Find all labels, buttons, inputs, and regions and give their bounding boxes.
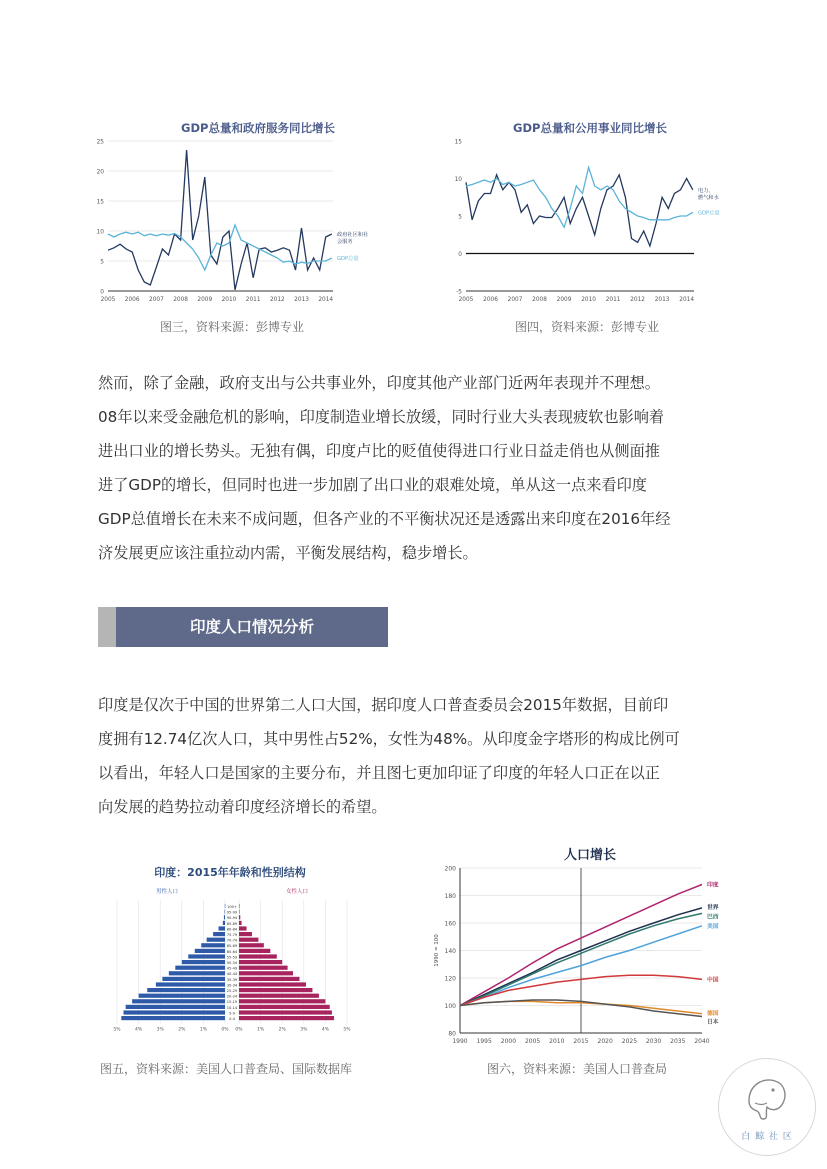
figure4-title: GDP总量和公用事业同比增长	[513, 121, 667, 135]
female-bar	[239, 921, 242, 925]
age-group-label: 100+	[227, 905, 237, 909]
x-tick-label: 1%	[199, 1027, 207, 1033]
male-bar	[169, 971, 225, 975]
x-tick-label: 2035	[670, 1038, 686, 1045]
male-bar	[195, 949, 225, 953]
age-group-label: 20-24	[226, 994, 238, 999]
female-bar	[239, 943, 264, 947]
female-bar	[239, 966, 288, 970]
male-bar	[175, 966, 225, 970]
x-tick-label: 4%	[321, 1027, 329, 1033]
paragraph-line: GDP总值增长在未来不成问题，但各产业的不平衡状况还是透露出来印度在2016年经	[98, 510, 671, 528]
age-group-label: 90-94	[226, 916, 238, 921]
age-group-label: 45-49	[226, 966, 238, 971]
x-tick-label: 2006	[483, 297, 498, 303]
x-tick-label: 2007	[507, 297, 523, 303]
age-group-label: 30-34	[226, 983, 238, 988]
age-group-label: 75-79	[226, 933, 238, 937]
x-tick-label: 2009	[197, 297, 213, 303]
series-label: GDP总量	[337, 256, 359, 262]
x-tick-label: 1%	[257, 1027, 265, 1033]
age-group-label: 15-19	[226, 1000, 238, 1005]
male-bar	[182, 960, 225, 964]
male-bar	[207, 938, 225, 942]
male-bar	[225, 904, 226, 908]
female-bar	[239, 954, 277, 958]
x-tick-label: 2008	[173, 297, 188, 303]
age-group-label: 55-59	[226, 955, 238, 960]
x-tick-label: 2011	[245, 297, 261, 303]
age-group-label: 70-74	[226, 938, 238, 943]
x-tick-label: 2009	[556, 297, 572, 303]
x-tick-label: 2014	[679, 297, 695, 303]
x-tick-label: 2008	[532, 297, 547, 303]
x-tick-label: 2015	[573, 1038, 589, 1045]
figure3-chart	[90, 135, 370, 310]
y-tick-label: 0	[458, 252, 462, 258]
y-axis-label: 1990 = 100	[434, 934, 440, 967]
female-bar	[239, 932, 252, 936]
paragraph-line: 然而，除了金融，政府支出与公共事业外，印度其他产业部门近两年表现并不理想。	[98, 374, 660, 392]
series-label: 中国	[707, 977, 719, 984]
figure3-caption: 图三，资料来源：彭博专业	[160, 320, 305, 334]
age-group-label: 10-14	[226, 1005, 238, 1010]
paragraph-line: 进了GDP的增长，但同时也进一步加剧了出口业的艰难处境，单从这一点来看印度	[98, 476, 647, 494]
paragraph-line: 度拥有12.74亿次人口，其中男性占52%，女性为48%。从印度金字塔形的构成比例可	[98, 730, 680, 748]
y-tick-label: 120	[444, 975, 456, 983]
x-tick-label: 2005	[524, 1038, 541, 1045]
y-tick-label: 15	[454, 139, 462, 146]
age-group-label: 40-44	[226, 972, 238, 977]
y-tick-label: 100	[444, 1003, 456, 1010]
series-label: 美国	[707, 923, 719, 930]
section-header	[98, 607, 388, 647]
age-group-label: 35-39	[226, 977, 238, 982]
series-label: 印度	[707, 882, 719, 889]
watermark-text: 白 鲸 社 区	[741, 1132, 793, 1142]
y-tick-label: 5	[100, 259, 104, 266]
x-tick-label: 4%	[135, 1027, 143, 1033]
male-bar	[188, 954, 225, 958]
male-bar	[201, 943, 225, 947]
female-bar	[239, 982, 306, 986]
female-bar	[239, 926, 247, 930]
series-label: 巴西	[707, 914, 719, 921]
female-label: 女性人口	[285, 889, 309, 895]
figure5-title: 印度：2015年年龄和性别结构	[154, 866, 306, 879]
paragraph-line: 济发展更应该注重拉动内需，平衡发展结构，稳步增长。	[98, 544, 478, 562]
x-tick-label: 2005	[458, 297, 474, 303]
y-tick-label: 140	[444, 948, 456, 955]
y-tick-label: 25	[96, 139, 104, 146]
female-bar	[239, 910, 240, 914]
x-tick-label: 2030	[645, 1038, 662, 1045]
age-group-label: 65-69	[226, 944, 238, 949]
y-tick-label: 160	[444, 920, 456, 928]
section-title: 印度人口情况分析	[189, 618, 314, 636]
x-tick-label: 2020	[597, 1038, 613, 1045]
female-bar	[239, 960, 282, 964]
x-tick-label: 3%	[156, 1027, 164, 1033]
female-bar	[239, 904, 240, 908]
y-tick-label: 80	[448, 1030, 456, 1038]
series-label: 政府社区和社	[337, 232, 369, 238]
male-bar	[162, 977, 225, 981]
male-bar	[123, 1010, 225, 1014]
paragraph-1	[98, 366, 738, 570]
figure6-title: 人口增长	[563, 848, 616, 863]
x-tick-label: 2010	[581, 297, 596, 303]
female-bar	[239, 1010, 332, 1014]
x-tick-label: 0%	[235, 1027, 243, 1033]
male-bar	[121, 1016, 225, 1020]
paragraph-line: 以看出，年轻人口是国家的主要分布，并且图七更加印证了印度的年轻人口正在以正	[98, 764, 660, 782]
female-bar	[239, 988, 312, 992]
y-tick-label: 5	[458, 214, 462, 221]
x-tick-label: 2012	[269, 297, 285, 303]
male-bar	[223, 921, 225, 925]
paragraph-2	[98, 688, 738, 824]
series-label: 世界	[707, 904, 719, 911]
y-tick-label: 20	[96, 169, 104, 176]
x-tick-label: 1990	[452, 1038, 468, 1045]
series-label: 会服务	[337, 239, 353, 245]
figure3-title: GDP总量和政府服务同比增长	[181, 121, 335, 135]
x-tick-label: 2010	[549, 1038, 565, 1045]
female-bar	[239, 938, 258, 942]
x-tick-label: 0%	[221, 1027, 229, 1033]
y-tick-label: 200	[444, 865, 456, 873]
female-bar	[239, 1016, 334, 1020]
x-tick-label: 5%	[343, 1027, 351, 1033]
figure4-caption: 图四，资料来源：彭博专业	[515, 320, 660, 334]
age-group-label: 95-99	[226, 910, 238, 915]
y-tick-label: -5	[456, 289, 462, 296]
male-bar	[213, 932, 225, 936]
age-group-label: 50-54	[226, 961, 238, 965]
x-tick-label: 2000	[500, 1038, 517, 1045]
series-label: 电力，	[698, 187, 714, 194]
age-group-label: 85-89	[226, 921, 238, 926]
male-label: 男性人口	[155, 889, 179, 895]
paragraph-line: 印度是仅次于中国的世界第二人口大国，据印度人口普查委员会2015年数据，目前印	[98, 696, 669, 714]
x-tick-label: 2005	[100, 297, 116, 303]
male-bar	[147, 988, 225, 992]
x-tick-label: 2010	[221, 297, 237, 303]
age-group-label: 25-29	[226, 989, 238, 993]
x-tick-label: 5%	[113, 1027, 121, 1033]
male-bar	[225, 910, 226, 914]
y-tick-label: 0	[100, 289, 104, 296]
series-label: 日本	[707, 1019, 719, 1026]
age-group-label: 5-9	[229, 1011, 235, 1016]
male-bar	[219, 926, 225, 930]
x-tick-label: 2040	[694, 1038, 710, 1045]
series-label: 德国	[707, 1010, 719, 1017]
x-tick-label: 2%	[278, 1027, 286, 1033]
female-bar	[239, 971, 293, 975]
y-tick-label: 10	[96, 229, 104, 236]
x-tick-label: 2012	[630, 297, 645, 303]
section-header-stripe	[98, 607, 116, 647]
male-bar	[132, 999, 225, 1003]
series-line-1	[466, 167, 693, 227]
male-bar	[139, 994, 225, 998]
figure4-chart	[450, 135, 735, 310]
y-tick-label: 180	[444, 893, 456, 900]
series-label: GDP总量	[698, 210, 720, 217]
female-bar	[239, 999, 325, 1003]
x-tick-label: 2013	[294, 297, 309, 303]
male-bar	[224, 915, 225, 919]
figure5-chart	[100, 880, 365, 1040]
figure6-caption: 图六，资料来源：美国人口普查局	[487, 1062, 668, 1076]
paragraph-line: 08年以来受金融危机的影响，印度制造业增长放缓，同时行业大头表现疲软也影响着	[98, 408, 665, 426]
figure5-caption: 图五，资料来源：美国人口普查局、国际数据库	[100, 1062, 353, 1076]
x-tick-label: 2006	[124, 297, 140, 303]
paragraph-line: 进出口业的增长势头。无独有偶，印度卢比的贬值使得进口行业日益走俏也从侧面推	[98, 442, 660, 460]
y-tick-label: 15	[96, 199, 104, 206]
male-bar	[156, 982, 225, 986]
x-tick-label: 2011	[605, 297, 621, 303]
age-group-label: 60-64	[226, 949, 238, 954]
female-bar	[239, 915, 240, 919]
x-tick-label: 2007	[149, 297, 164, 303]
x-tick-label: 2025	[621, 1038, 638, 1045]
x-tick-label: 2%	[178, 1027, 186, 1033]
x-tick-label: 3%	[300, 1027, 308, 1033]
female-bar	[239, 977, 299, 981]
female-bar	[239, 1005, 330, 1009]
whale-icon	[741, 1073, 793, 1123]
paragraph-line: 向发展的趋势拉动着印度经济增长的希望。	[98, 798, 387, 816]
age-group-label: 0-4	[229, 1017, 235, 1021]
x-tick-label: 2013	[654, 297, 670, 303]
male-bar	[126, 1005, 225, 1009]
female-bar	[239, 994, 319, 998]
figure6-chart	[430, 862, 730, 1047]
female-bar	[239, 949, 270, 953]
watermark-badge	[718, 1058, 816, 1156]
y-tick-label: 10	[454, 177, 462, 183]
series-label: 燃气和水	[698, 194, 719, 201]
series-line-0	[466, 175, 693, 246]
age-group-label: 80-84	[226, 927, 238, 932]
x-tick-label: 1995	[476, 1038, 492, 1045]
x-tick-label: 2014	[318, 297, 334, 303]
